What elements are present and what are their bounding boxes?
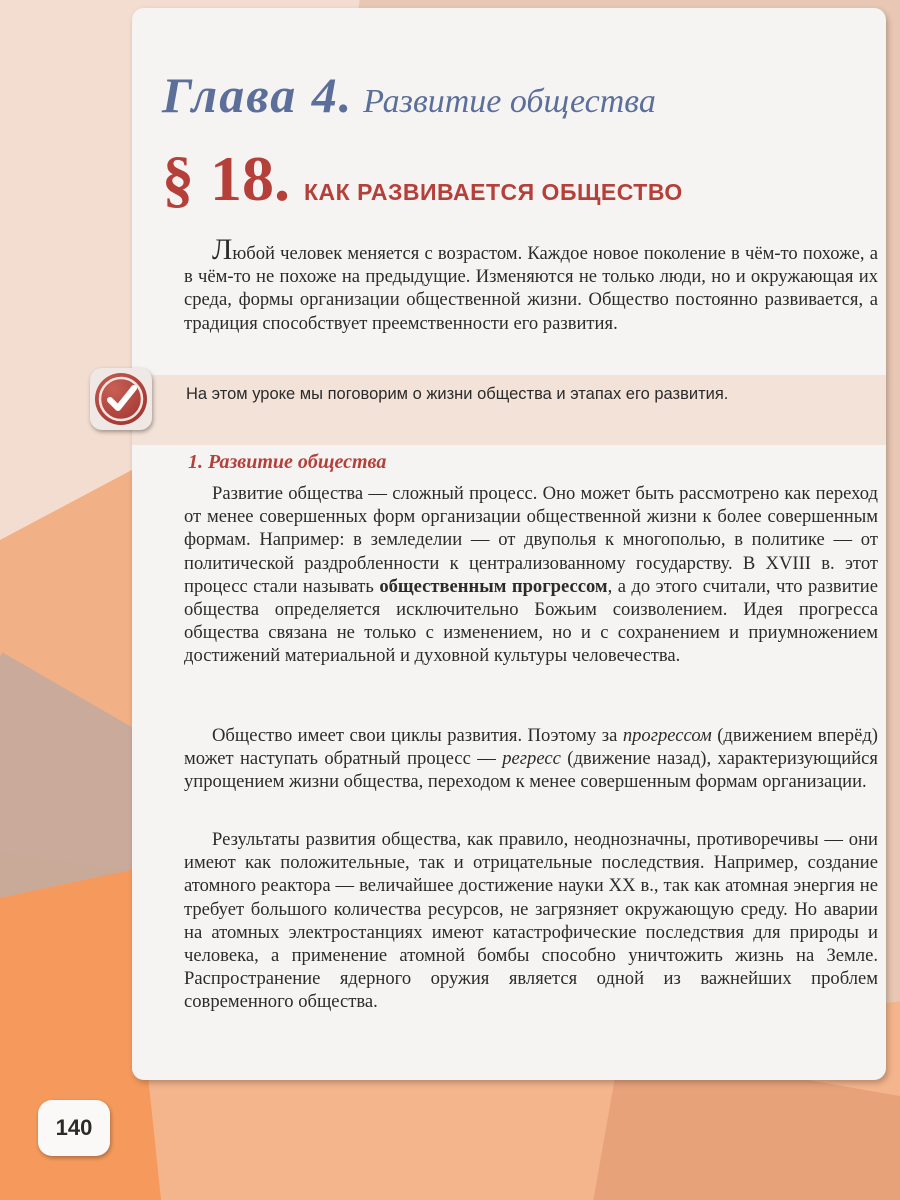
body-text: Развитие общества — сложный процесс. Оно может быть рассмотрено как переход от менее совершенных форм организации общественной жизни к более совершенным формам. Например: в земледелии — от двуполья к многополью, в политике — от политической раздробленности к централизованному государству. В XVIII в. этот процесс стали называть <box>184 483 878 597</box>
body-text: (движением вперёд) может наступать обратный процесс — <box>184 725 878 770</box>
italic-term: регресс <box>502 748 561 770</box>
chapter-title: Развитие общества <box>363 83 656 120</box>
page-card <box>132 8 886 1080</box>
italic-term: прогрессом <box>622 725 712 746</box>
chapter-heading <box>162 66 656 124</box>
checkmark-icon-circle <box>95 373 147 425</box>
body-paragraph-3 <box>184 828 878 1014</box>
key-term: общественным прогрессом <box>379 575 608 597</box>
body-paragraph-2 <box>184 724 878 794</box>
drop-cap: Л <box>212 233 233 266</box>
paragraph-title: КАК РАЗВИВАЕТСЯ ОБЩЕСТВО <box>304 179 683 205</box>
paragraph-heading <box>162 142 683 216</box>
page-number: 140 <box>38 1100 110 1156</box>
body-paragraph-1 <box>184 482 878 668</box>
body-text: Результаты развития общества, как правило, неоднозначны, противоречивы — они имеют как положительные, так и отрицательные последствия. Например, создание атомного реактора — величайшее достижение науки XX в., так как атомная энергия не требует большого количества ресурсов, не загрязняет окружающую среду. Но аварии на атомных электростанциях имеют катастрофические последствия для природы и человека, а применение атомной бомбы способно уничтожить жизнь на Земле. Распространение ядерного оружия является одной из важнейших проблем современного общества. <box>184 829 878 1013</box>
checkmark-glyph <box>95 373 147 425</box>
intro-paragraph <box>184 233 878 335</box>
intro-text: юбой человек меняется с возрастом. Каждое новое поколение в чём-то похоже, а в чём-то не похоже на предыдущие. Изменяются не только люди, но и окружающая их среда, формы организации общественной жизни. Общество постоянно развивается, а традиция способствует преемственности его развития. <box>184 243 878 334</box>
section-title: 1. Развитие общества <box>188 451 387 473</box>
body-text: , а до этого считали, что развитие общества определяется исключительно Божьим соизволением. Идея прогресса общества связана не только с изменением, но и с сохранением и приумножением достижений материальной и духовной культуры человечества. <box>184 575 878 667</box>
lesson-objective-box <box>132 375 886 445</box>
paragraph-number: § 18. <box>162 143 290 214</box>
body-text: (движение назад), характеризующийся упрощением жизни общества, переходом к менее совершенным формам организации. <box>184 748 878 793</box>
checkmark-icon <box>90 368 152 430</box>
body-text: Общество имеет свои циклы развития. Поэтому за <box>212 725 623 746</box>
lesson-objective-text: На этом уроке мы поговорим о жизни общества и этапах его развития. <box>186 385 729 403</box>
chapter-label: Глава 4. <box>162 67 354 123</box>
